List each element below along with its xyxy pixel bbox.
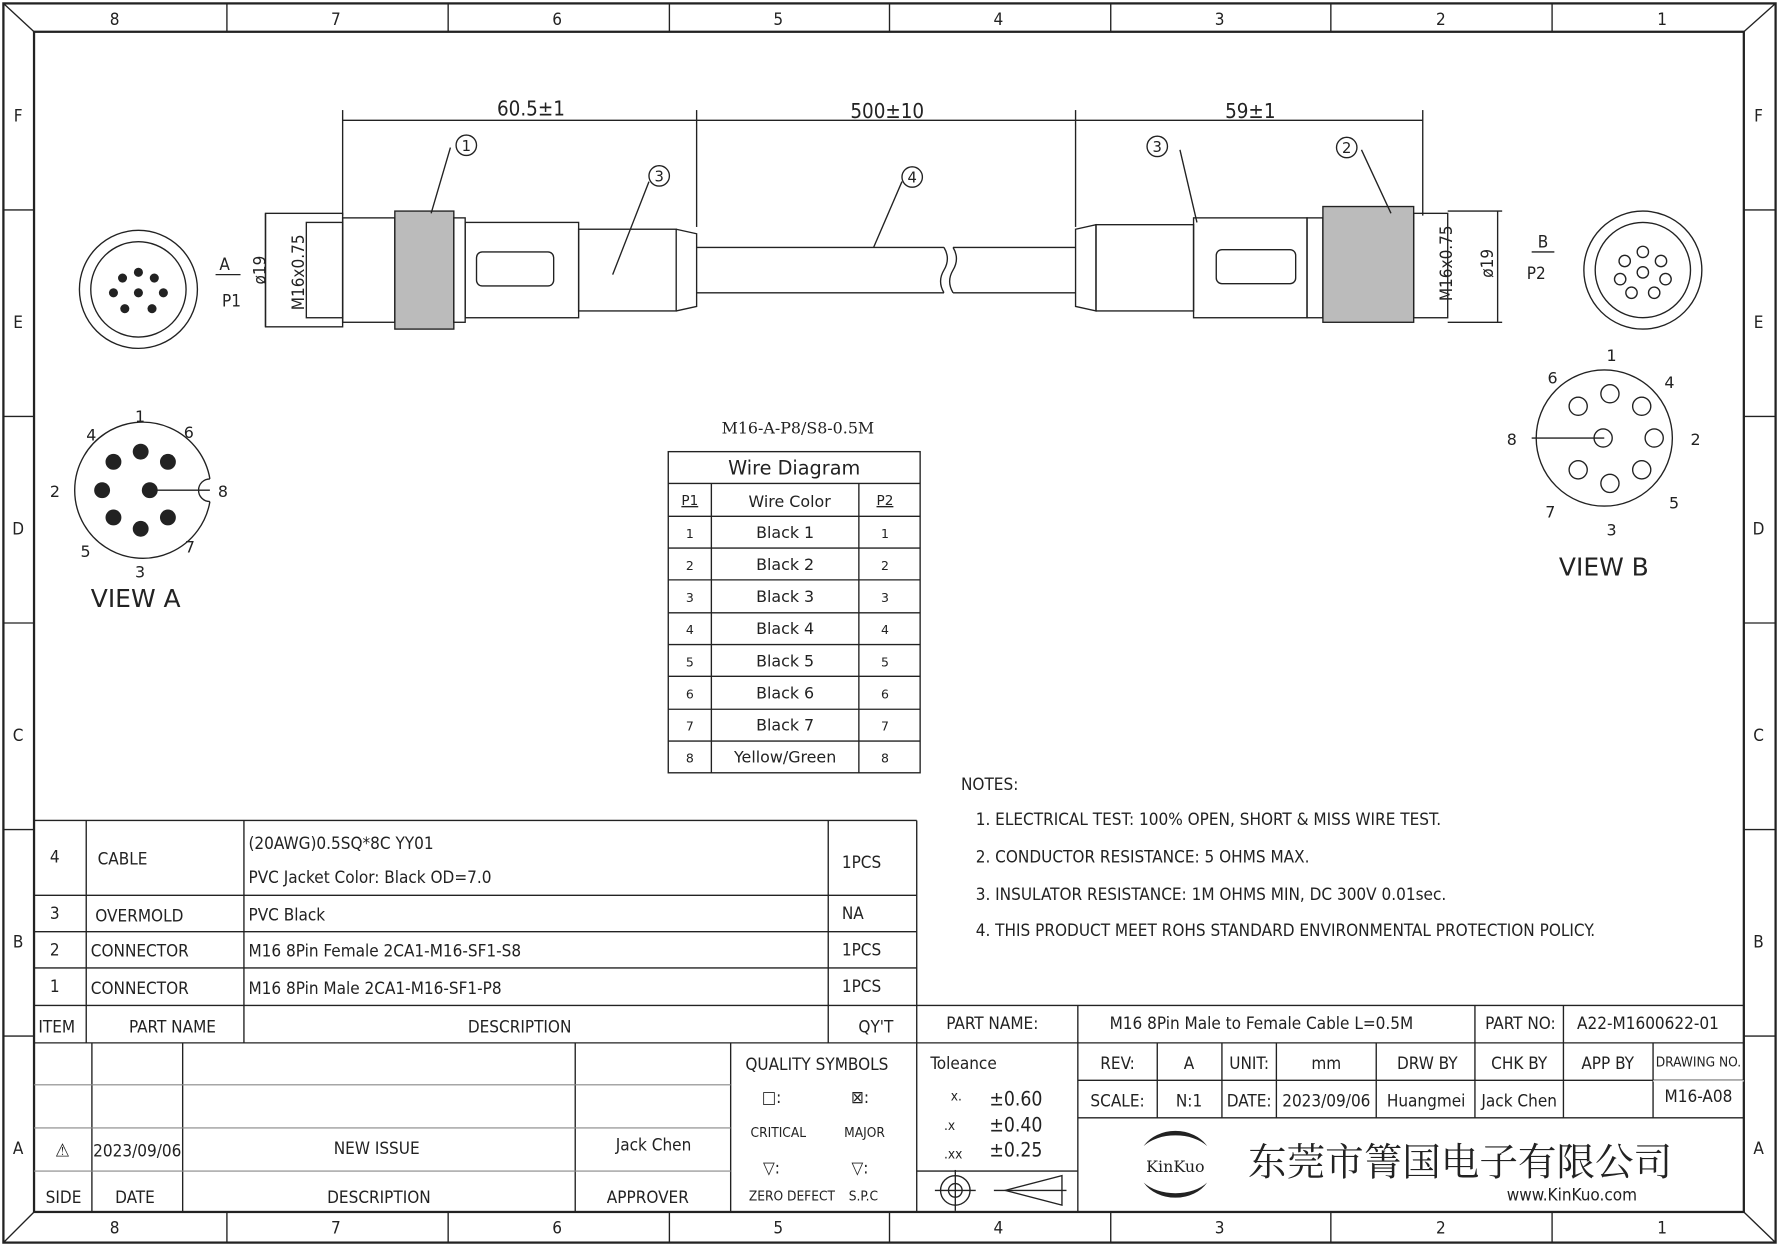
tolerance-dot-xx: .xx: [943, 1146, 963, 1163]
zone-col: 5: [773, 1218, 784, 1239]
pin-label: 1: [1606, 345, 1617, 365]
logo-text: KinKuo: [1146, 1157, 1205, 1177]
pin-label: 2: [49, 482, 61, 502]
wire-p1-pin: 5: [685, 654, 694, 670]
revision-date: 2023/09/06: [93, 1141, 182, 1162]
zone-row: E: [1753, 312, 1764, 333]
revision-header-side: SIDE: [45, 1187, 82, 1208]
wire-color: Black 2: [756, 555, 815, 575]
wire-p2-pin: 2: [880, 558, 889, 574]
wire-p1-pin: 2: [685, 558, 694, 574]
bom-qty: NA: [841, 904, 864, 925]
zone-col: 7: [330, 1218, 341, 1239]
zone-col: 4: [993, 1218, 1004, 1239]
zone-col: 2: [1436, 1218, 1446, 1239]
balloon-3: 3: [654, 168, 664, 186]
note-item: 3. INSULATOR RESISTANCE: 1M OHMS MIN, DC 300V 0.01sec.: [975, 884, 1447, 905]
zone-col: 5: [773, 9, 784, 30]
date-label: DATE:: [1226, 1091, 1272, 1112]
dimension-diameter: ø19: [250, 255, 271, 285]
pin-label: 3: [1606, 520, 1617, 540]
quality-symbols-title: QUALITY SYMBOLS: [745, 1055, 889, 1076]
zone-row: A: [1753, 1139, 1764, 1160]
pin-label: 5: [1668, 493, 1680, 513]
unit-label: UNIT:: [1229, 1053, 1270, 1074]
bom-part-name: OVERMOLD: [95, 906, 184, 927]
pin-label: 7: [184, 537, 196, 557]
view-b-title: VIEW B: [1558, 552, 1649, 582]
zone-row: C: [12, 726, 24, 747]
wire-p2-pin: 7: [880, 718, 889, 734]
bom-description: PVC Black: [248, 905, 326, 926]
plug-label-p1: P1: [221, 291, 241, 312]
wire-p2-pin: 5: [880, 654, 889, 670]
note-item: 2. CONDUCTOR RESISTANCE: 5 OHMS MAX.: [975, 847, 1310, 868]
critical-label: CRITICAL: [750, 1125, 807, 1142]
pin-label: 4: [1664, 373, 1675, 393]
part-no-label: PART NO:: [1485, 1014, 1556, 1035]
pin-label: 2: [1690, 429, 1701, 449]
pin-label: 6: [1547, 368, 1558, 388]
wire-p1-pin: 1: [685, 525, 694, 541]
pin-label: 4: [86, 425, 97, 445]
view-arrow-a: A: [219, 255, 230, 276]
bom-qty: 1PCS: [841, 976, 882, 997]
plug-label-p2: P2: [1526, 264, 1546, 285]
bom-item: 4: [49, 847, 60, 868]
note-item: 4. THIS PRODUCT MEET ROHS STANDARD ENVIRONMENTAL PROTECTION POLICY.: [975, 921, 1596, 942]
bom-item: 2: [49, 940, 60, 961]
wire-diagram-title: Wire Diagram: [728, 456, 861, 480]
notes: [961, 775, 1595, 941]
rev-label: REV:: [1100, 1053, 1135, 1074]
revision-approver: Jack Chen: [615, 1135, 692, 1156]
critical-symbol-icon: □:: [761, 1088, 782, 1109]
major-symbol-icon: ⊠:: [851, 1088, 870, 1109]
pin-label: 8: [1506, 429, 1517, 449]
zone-col: 3: [1214, 9, 1225, 30]
part-name-value: M16 8Pin Male to Female Cable L=0.5M: [1109, 1014, 1414, 1035]
rev-value: A: [1183, 1053, 1195, 1074]
bom-header-part-name: PART NAME: [128, 1017, 216, 1038]
revision-header-approver: APPROVER: [606, 1187, 689, 1208]
wire-color: Black 1: [756, 522, 815, 542]
tolerance-dot-x-value: ±0.40: [989, 1113, 1043, 1137]
bom-part-name: CONNECTOR: [90, 979, 189, 1000]
tolerance-title: Toleance: [930, 1053, 997, 1074]
date-value: 2023/09/06: [1282, 1091, 1371, 1112]
bom-description: M16 8Pin Male 2CA1-M16-SF1-P8: [248, 979, 502, 1000]
zone-row: D: [1752, 519, 1765, 540]
zone-row: E: [13, 312, 23, 333]
cable-assembly: [79, 97, 1701, 349]
pin-label: 5: [80, 542, 91, 562]
zone-col: 6: [552, 1218, 562, 1239]
tolerance-dot-x: .x: [943, 1118, 956, 1135]
zone-col: 2: [1436, 9, 1446, 30]
wire-p2-pin: 6: [880, 686, 889, 702]
drawn-by-label: DRW BY: [1396, 1053, 1458, 1074]
checked-by-label: CHK BY: [1491, 1053, 1548, 1074]
zone-row: C: [1753, 726, 1764, 747]
bom-item: 3: [49, 904, 60, 925]
balloon-3: 3: [1152, 139, 1162, 157]
dimension-thread: M16x0.75: [289, 234, 310, 311]
pin-label: 7: [1545, 502, 1556, 522]
bom-item: 1: [49, 976, 60, 997]
tolerance-x-value: ±0.60: [989, 1087, 1043, 1111]
dimension-right: 59±1: [1225, 99, 1276, 124]
checked-by-value: Jack Chen: [1481, 1091, 1557, 1112]
revision-header-description: DESCRIPTION: [327, 1187, 431, 1208]
zero-defect-symbol-icon: ▽:: [763, 1158, 780, 1179]
wire-p2-pin: 3: [880, 590, 889, 606]
bom-header-qty: QY'T: [858, 1017, 894, 1038]
drawn-by-value: Huangmei: [1386, 1091, 1466, 1112]
wire-color: Black 4: [756, 619, 815, 639]
wire-p1-pin: 7: [685, 718, 694, 734]
notes-title: NOTES:: [960, 774, 1019, 795]
wire-p2-pin: 1: [880, 525, 889, 541]
zone-col: 1: [1657, 9, 1668, 30]
balloon-2: 2: [1342, 140, 1352, 158]
zero-defect-label: ZERO DEFECT: [748, 1188, 835, 1205]
wire-p1-pin: 4: [685, 622, 694, 638]
zone-row: F: [1754, 106, 1763, 127]
major-label: MAJOR: [844, 1125, 885, 1142]
wire-color: Yellow/Green: [733, 747, 837, 767]
bom-part-name: CONNECTOR: [90, 941, 189, 962]
bom-header-description: DESCRIPTION: [467, 1017, 572, 1038]
zone-row: A: [12, 1139, 24, 1160]
bom-header-item: ITEM: [38, 1017, 76, 1038]
company-name: 东莞市箐国电子有限公司: [1248, 1140, 1673, 1186]
wire-color: Black 6: [756, 683, 815, 703]
pin-label: 6: [183, 423, 194, 443]
balloon-1: 1: [461, 137, 472, 155]
company-logo: [1144, 1131, 1208, 1198]
unit-value: mm: [1311, 1053, 1342, 1074]
wire-color: Black 5: [756, 651, 815, 671]
company-website: www.KinKuo.com: [1506, 1185, 1638, 1206]
view-a: [50, 407, 228, 613]
title-block: [917, 1005, 1744, 1212]
zone-col: 1: [1657, 1218, 1668, 1239]
drawing-no-value: M16-A08: [1664, 1086, 1733, 1107]
spc-label: S.P.C: [848, 1188, 879, 1205]
bom-description: PVC Jacket Color: Black OD=7.0: [248, 867, 492, 888]
pin-label: 8: [217, 482, 228, 502]
zone-row: B: [12, 932, 24, 953]
dimension-cable: 500±10: [850, 99, 925, 124]
tolerance-dot-xx-value: ±0.25: [989, 1138, 1043, 1162]
drawing-no-label: DRAWING NO.: [1655, 1054, 1742, 1071]
revision-description: NEW ISSUE: [333, 1139, 420, 1160]
zone-col: 3: [1214, 1218, 1225, 1239]
zone-row: F: [13, 106, 23, 127]
wire-p1-pin: 8: [685, 750, 694, 766]
scale-value: N:1: [1175, 1091, 1203, 1112]
zone-col: 7: [330, 9, 341, 30]
wire-color: Black 7: [756, 715, 815, 735]
part-no-value: A22-M1600622-01: [1577, 1014, 1719, 1035]
header-wire-color: Wire Color: [748, 492, 831, 512]
bom-description: (20AWG)0.5SQ*8C YY01: [248, 833, 434, 854]
wire-p2-pin: 8: [880, 750, 889, 766]
zone-col: 6: [552, 9, 562, 30]
revision-triangle-icon: ⚠: [55, 1140, 70, 1162]
bom-description: M16 8Pin Female 2CA1-M16-SF1-S8: [248, 941, 522, 962]
bom-part-name: CABLE: [97, 849, 148, 870]
dimension-diameter: ø19: [1478, 248, 1499, 278]
wire-color: Black 3: [756, 587, 815, 607]
scale-label: SCALE:: [1090, 1091, 1145, 1112]
balloon-4: 4: [907, 169, 917, 187]
part-name-label: PART NAME:: [946, 1014, 1039, 1035]
view-a-title: VIEW A: [90, 584, 181, 614]
header-p1: P1: [681, 492, 699, 509]
wire-diagram-table: [668, 418, 920, 772]
view-b: [1507, 346, 1701, 581]
bom-qty: 1PCS: [841, 940, 882, 961]
pin-dots-left: [109, 268, 168, 313]
wire-p1-pin: 3: [685, 590, 694, 606]
zone-row: D: [12, 519, 25, 540]
zone-col: 8: [109, 9, 120, 30]
header-p2: P2: [876, 492, 894, 509]
model-number: M16-A-P8/S8-0.5M: [721, 418, 875, 438]
tolerance-x: x.: [950, 1088, 962, 1105]
pin-label: 3: [135, 562, 146, 582]
revision-header-date: DATE: [115, 1187, 155, 1208]
approved-by-label: APP BY: [1581, 1053, 1635, 1074]
zone-col: 8: [109, 1218, 120, 1239]
wire-p2-pin: 4: [880, 622, 889, 638]
pin-holes-right: [1614, 246, 1671, 298]
wire-p1-pin: 6: [685, 686, 694, 702]
view-arrow-b: B: [1537, 232, 1549, 253]
dimension-left: 60.5±1: [497, 96, 565, 121]
note-item: 1. ELECTRICAL TEST: 100% OPEN, SHORT & MISS WIRE TEST.: [975, 809, 1442, 830]
pin-label: 1: [135, 407, 146, 427]
bom-qty: 1PCS: [841, 853, 882, 874]
spc-symbol-icon: ▽:: [851, 1158, 869, 1179]
dimension-thread: M16x0.75: [1437, 225, 1458, 302]
zone-col: 4: [993, 9, 1004, 30]
zone-row: B: [1753, 932, 1764, 953]
